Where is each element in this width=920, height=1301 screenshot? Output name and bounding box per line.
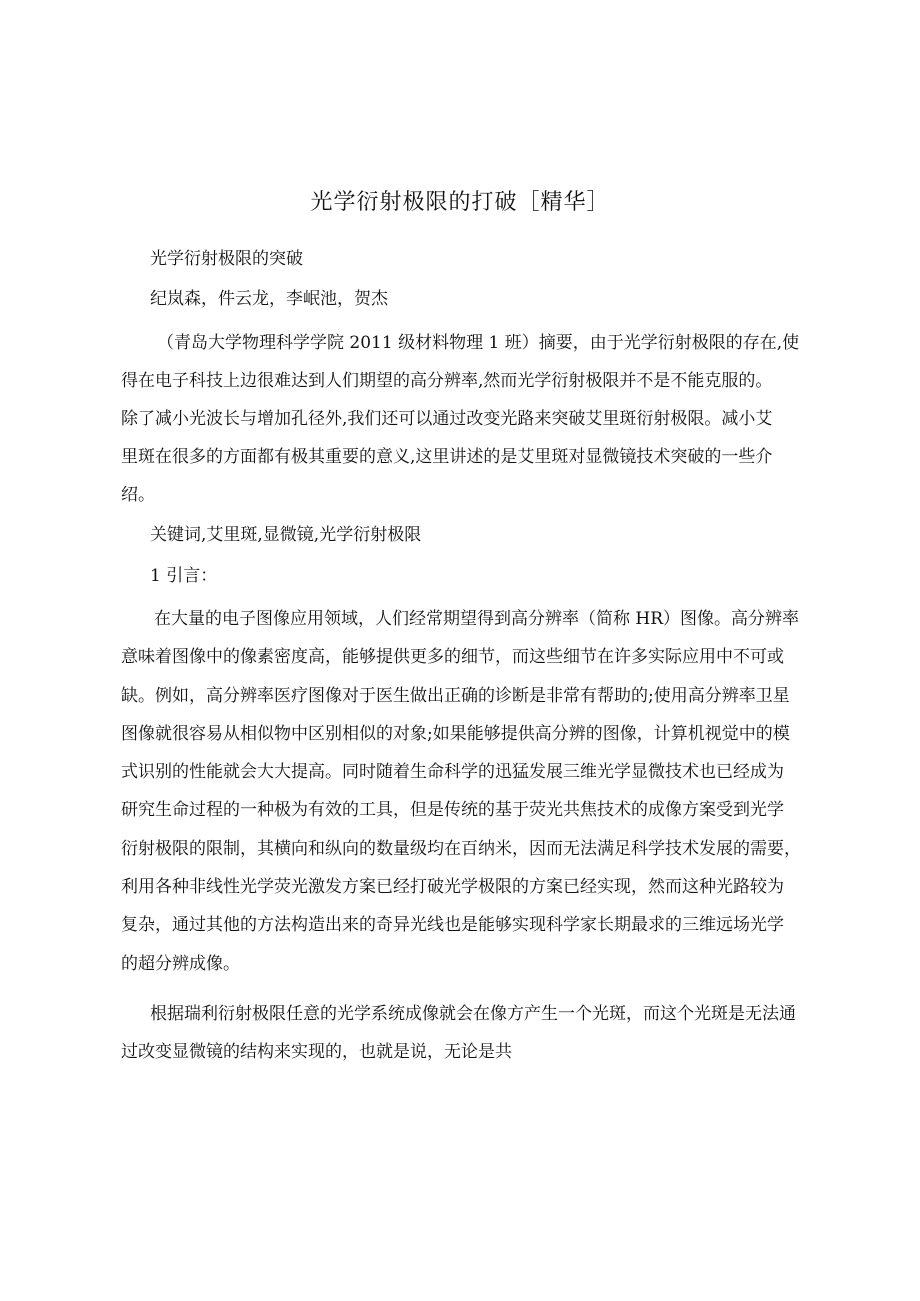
- abstract-line: 得在电子科技上边很难达到人们期望的高分辨率,然而光学衍射极限并不是不能克服的。: [121, 371, 773, 391]
- paragraph-line: 根据瑞利衍射极限任意的光学系统成像就会在像方产生一个光斑，而这个光斑是无法通: [150, 1004, 796, 1024]
- abstract-line: （青岛大学物理科学学院 2011 级材料物理 1 班）摘要，由于光学衍射极限的存在,使: [157, 333, 800, 353]
- paragraph-line: 意味着图像中的像素密度高，能够提供更多的细节，而这些细节在许多实际应用中不可或: [121, 647, 784, 668]
- paragraph-line: 衍射极限的限制，其横向和纵向的数量级均在百纳米，因而无法满足科学技术发展的需要，: [121, 838, 801, 859]
- paragraph-line: 的超分辨成像。: [121, 953, 240, 974]
- rayleigh-paragraph: [121, 995, 811, 1071]
- abstract-line: 绍。: [121, 485, 155, 505]
- paragraph-line: 研究生命过程的一种极为有效的工具，但是传统的基于荧光共焦技术的成像方案受到光学: [121, 800, 784, 821]
- paragraph-line: 利用各种非线性光学荧光激发方案已经打破光学极限的方案已经实现，然而这种光路较为: [121, 877, 784, 898]
- document-title: 光学衍射极限的打破［精华］: [310, 190, 610, 215]
- abstract-paragraph: [121, 324, 801, 514]
- introduction-paragraph: [121, 600, 811, 983]
- keywords-line: 关键词,艾里斑,显微镜,光学衍射极限: [150, 525, 422, 545]
- author-list: 纪岚森，件云龙，李岷池，贺杰: [150, 289, 388, 309]
- paragraph-line: 过改变显微镜的结构来实现的，也就是说，无论是共: [121, 1042, 512, 1062]
- article-subtitle: 光学衍射极限的突破: [150, 249, 303, 269]
- paragraph-line: 图像就很容易从相似物中区别相似的对象;如果能够提供高分辨的图像，计算机视觉中的模: [121, 723, 790, 744]
- paragraph-line: 在大量的电子图像应用领域，人们经常期望得到高分辨率（简称 HR）图像。高分辨率: [154, 609, 800, 629]
- paragraph-line: 复杂，通过其他的方法构造出来的奇异光线也是能够实现科学家长期最求的三维远场光学: [121, 915, 784, 936]
- section-heading-introduction: 1 引言：: [150, 566, 218, 586]
- paragraph-line: 式识别的性能就会大大提高。同时随着生命科学的迅猛发展三维光学显微技术也已经成为: [121, 762, 784, 783]
- paragraph-line: 缺。例如，高分辨率医疗图像对于医生做出正确的诊断是非常有帮助的;使用高分辨率卫星: [121, 685, 790, 706]
- abstract-line: 除了减小光波长与增加孔径外,我们还可以通过改变光路来突破艾里斑衍射极限。减小艾: [121, 409, 773, 429]
- abstract-line: 里斑在很多的方面都有极其重要的意义,这里讲述的是艾里斑对显微镜技术突破的一些介: [121, 447, 773, 467]
